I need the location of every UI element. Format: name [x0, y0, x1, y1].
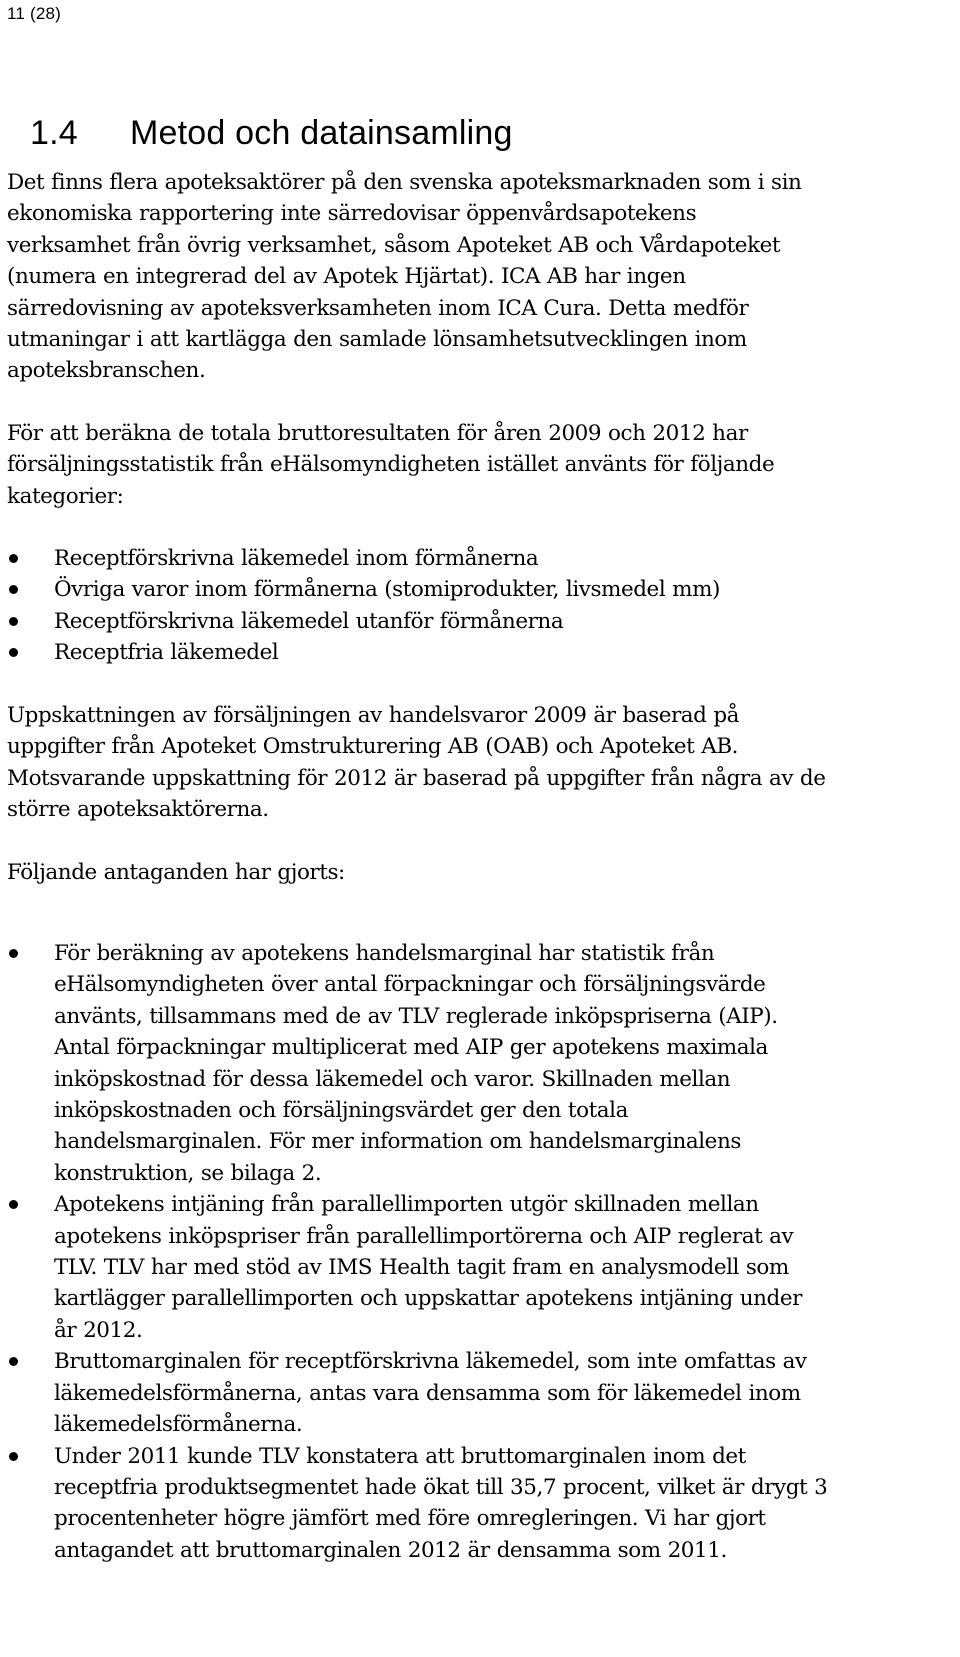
list-item [7, 1441, 950, 1567]
paragraph-line: För att beräkna de totala bruttoresultaten för åren 2009 och 2012 har [7, 421, 748, 446]
estimation-paragraph [7, 700, 950, 826]
bullet-icon [9, 617, 18, 626]
list-item-line: handelsmarginalen. För mer information om handelsmarginalens [54, 1129, 741, 1155]
list-item-line: Under 2011 kunde TLV konstatera att bruttomarginalen inom det [54, 1443, 746, 1469]
list-item [7, 543, 950, 574]
list-item-line: apotekens inköpspriser från parallellimportörerna och AIP reglerat av [54, 1223, 794, 1249]
bullet-icon [9, 1200, 18, 1209]
calculation-paragraph [7, 418, 950, 512]
list-item-line: kartlägger parallellimporten och uppskattar apotekens intjäning under [54, 1286, 802, 1312]
list-item-line: receptfria produktsegmentet hade ökat till 35,7 procent, vilket är drygt 3 [54, 1474, 828, 1500]
bullet-icon [9, 1357, 18, 1366]
list-item [7, 606, 950, 637]
paragraph-line: utmaningar i att kartlägga den samlade lönsamhetsutvecklingen inom [7, 327, 747, 353]
list-item [7, 1189, 950, 1346]
paragraph-line: större apoteksaktörerna. [7, 797, 269, 823]
list-item-line: använts, tillsammans med de av TLV reglerade inköpspriserna (AIP). [54, 1003, 778, 1029]
paragraph-line: försäljningsstatistik från eHälsomyndigheten istället använts för följande [7, 452, 775, 478]
paragraph-line: verksamhet från övrig verksamhet, såsom Apoteket AB och Vårdapoteket [7, 232, 781, 258]
list-item [7, 637, 950, 668]
paragraph-line: (numera en integrerad del av Apotek Hjärtat). ICA AB har ingen [7, 264, 686, 290]
list-item-line: läkemedelsförmånerna, antas vara densamma som för läkemedel inom [54, 1380, 801, 1406]
list-item-line: procentenheter högre jämfört med före omregleringen. Vi har gjort [54, 1506, 766, 1532]
section-title: Metod och datainsamling [130, 114, 513, 152]
list-item-text: Övriga varor inom förmånerna (stomiprodukter, livsmedel mm) [54, 577, 720, 603]
assumptions-list [7, 938, 950, 1566]
bullet-icon [9, 648, 18, 657]
assumptions-intro [7, 857, 950, 888]
list-item [7, 938, 950, 1189]
list-item [7, 1346, 950, 1440]
list-item-line: år 2012. [54, 1317, 143, 1343]
list-item-line: Apotekens intjäning från parallellimporten utgör skillnaden mellan [54, 1192, 759, 1218]
paragraph-line: Det finns flera apoteksaktörer på den svenska apoteksmarknaden som i sin [7, 170, 802, 195]
list-item-line: inköpskostnaden och försäljningsvärdet ger den totala [54, 1098, 628, 1124]
paragraph-line: Motsvarande uppskattning för 2012 är baserad på uppgifter från några av de [7, 765, 826, 791]
category-list [7, 543, 950, 669]
bullet-icon [9, 554, 18, 563]
list-item-line: läkemedelsförmånerna. [54, 1412, 303, 1438]
bullet-icon [9, 585, 18, 594]
paragraph-line: Följande antaganden har gjorts: [7, 860, 345, 885]
list-item-line: Antal förpackningar multiplicerat med AIP ger apotekens maximala [54, 1035, 768, 1061]
list-item-line: inköpskostnad för dessa läkemedel och varor. Skillnaden mellan [54, 1066, 731, 1092]
list-item-line: För beräkning av apotekens handelsmarginal har statistik från [54, 941, 715, 966]
list-item-text: Receptförskrivna läkemedel inom förmånerna [54, 546, 539, 571]
paragraph-line: Uppskattningen av försäljningen av handelsvaror 2009 är baserad på [7, 703, 740, 728]
section-number: 1.4 [30, 114, 78, 152]
paragraph-line: kategorier: [7, 483, 124, 509]
section-heading [30, 114, 513, 153]
bullet-icon [9, 1452, 18, 1461]
list-item-line: TLV. TLV har med stöd av IMS Health tagit fram en analysmodell som [54, 1255, 789, 1281]
intro-paragraph [7, 167, 950, 387]
list-item-text: Receptfria läkemedel [54, 640, 279, 666]
list-item-line: antagandet att bruttomarginalen 2012 är densamma som 2011. [54, 1537, 727, 1563]
bullet-icon [9, 949, 18, 958]
paragraph-line: ekonomiska rapportering inte särredovisar öppenvårdsapotekens [7, 201, 697, 227]
paragraph-line: uppgifter från Apoteket Omstrukturering AB (OAB) och Apoteket AB. [7, 734, 739, 760]
list-item [7, 574, 950, 605]
list-item-line: eHälsomyndigheten över antal förpackningar och försäljningsvärde [54, 972, 766, 998]
page-number: 11 (28) [7, 4, 62, 23]
list-item-line: konstruktion, se bilaga 2. [54, 1160, 322, 1186]
paragraph-line: särredovisning av apoteksverksamheten inom ICA Cura. Detta medför [7, 295, 749, 321]
paragraph-line: apoteksbranschen. [7, 358, 206, 384]
list-item-text: Receptförskrivna läkemedel utanför förmånerna [54, 608, 564, 634]
list-item-line: Bruttomarginalen för receptförskrivna läkemedel, som inte omfattas av [54, 1349, 807, 1375]
